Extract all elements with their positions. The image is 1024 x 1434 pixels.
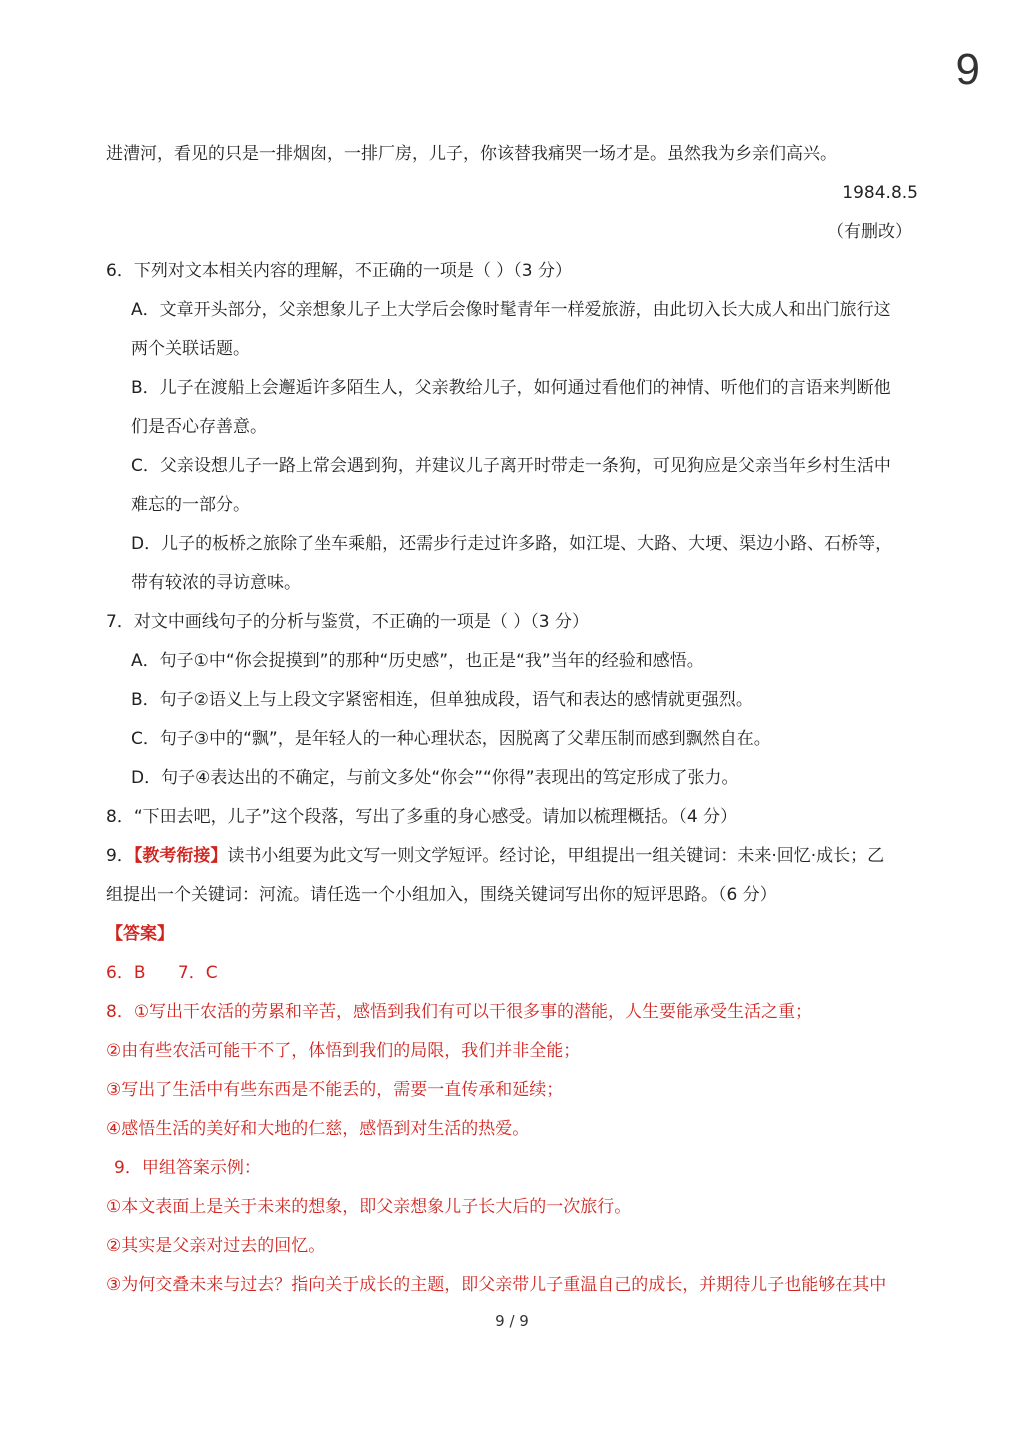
answer-8-line-1: 8．①写出干农活的劳累和辛苦，感悟到我们有可以干很多事的潜能，人生要能承受生活之重； xyxy=(106,1002,813,1022)
corner-page-number: 9 xyxy=(955,45,980,94)
answer-multiple-choice: 6．B 7．C xyxy=(106,963,218,983)
answer-9-line-2: ②其实是父亲对过去的回忆。 xyxy=(106,1236,326,1256)
question-6-option-d-cont: 带有较浓的寻访意味。 xyxy=(131,573,301,593)
question-6-option-b: B．儿子在渡船上会邂逅许多陌生人，父亲教给儿子，如何通过看他们的神情、听他们的言语来判断他 xyxy=(131,378,891,398)
passage-note: （有删改） xyxy=(827,222,912,242)
question-6-option-b-cont: 们是否心存善意。 xyxy=(131,417,267,437)
question-9-stem-text: 读书小组要为此文写一则文学短评。经讨论，甲组提出一组关键词：未来·回忆·成长；乙 xyxy=(227,846,885,866)
answer-9-heading: 9．甲组答案示例： xyxy=(114,1158,261,1178)
question-9-stem-cont: 组提出一个关键词：河流。请任选一个小组加入，围绕关键词写出你的短评思路。（6 分） xyxy=(106,885,777,905)
page-indicator: 9 / 9 xyxy=(495,1312,529,1330)
passage-date: 1984.8.5 xyxy=(842,183,918,203)
question-6-option-a-cont: 两个关联话题。 xyxy=(131,339,250,359)
answer-9-line-1: ①本文表面上是关于未来的想象，即父亲想象儿子长大后的一次旅行。 xyxy=(106,1197,632,1217)
answer-9-line-3: ③为何交叠未来与过去？指向关于成长的主题，即父亲带儿子重温自己的成长，并期待儿子也能够在其中 xyxy=(106,1275,887,1295)
answer-8-line-3: ③写出了生活中有些东西是不能丢的，需要一直传承和延续； xyxy=(106,1080,564,1100)
question-7-option-c: C．句子③中的“飘”，是年轻人的一种心理状态，因脱离了父辈压制而感到飘然自在。 xyxy=(131,729,771,749)
passage-last-line: 进漕河，看见的只是一排烟囱，一排厂房，儿子，你该替我痛哭一场才是。虽然我为乡亲们高兴。 xyxy=(106,144,837,164)
answer-8-line-4: ④感悟生活的美好和大地的仁慈，感悟到对生活的热爱。 xyxy=(106,1119,530,1139)
question-6-stem: 6．下列对文本相关内容的理解，不正确的一项是（ ）（3 分） xyxy=(106,261,572,281)
answer-8-line-2: ②由有些农活可能干不了，体悟到我们的局限，我们并非全能； xyxy=(106,1041,581,1061)
question-7-stem: 7．对文中画线句子的分析与鉴赏，不正确的一项是（ ）（3 分） xyxy=(106,612,589,632)
question-6-option-c: C．父亲设想儿子一路上常会遇到狗，并建议儿子离开时带走一条狗，可见狗应是父亲当年乡村生活中 xyxy=(131,456,891,476)
question-7-option-d: D．句子④表达出的不确定，与前文多处“你会”“你得”表现出的笃定形成了张力。 xyxy=(131,768,739,788)
question-9-tag: 【教考衔接】 xyxy=(133,846,228,866)
question-6-option-c-cont: 难忘的一部分。 xyxy=(131,495,250,515)
question-7-option-a: A．句子①中“你会捉摸到”的那种“历史感”，也正是“我”当年的经验和感悟。 xyxy=(131,651,704,671)
answer-heading: 【答案】 xyxy=(106,924,174,944)
question-9-number: 9． xyxy=(106,846,134,866)
question-6-option-d: D．儿子的板桥之旅除了坐车乘船，还需步行走过许多路，如江堤、大路、大埂、渠边小路、石桥等， xyxy=(131,534,893,554)
question-8-stem: 8．“下田去吧，儿子”这个段落，写出了多重的身心感受。请加以梳理概括。（4 分） xyxy=(106,807,738,827)
question-7-option-b: B．句子②语义上与上段文字紧密相连，但单独成段，语气和表达的感情就更强烈。 xyxy=(131,690,753,710)
question-6-option-a: A．文章开头部分，父亲想象儿子上大学后会像时髦青年一样爱旅游，由此切入长大成人和出门旅行这 xyxy=(131,300,891,320)
question-9-stem xyxy=(106,844,884,868)
